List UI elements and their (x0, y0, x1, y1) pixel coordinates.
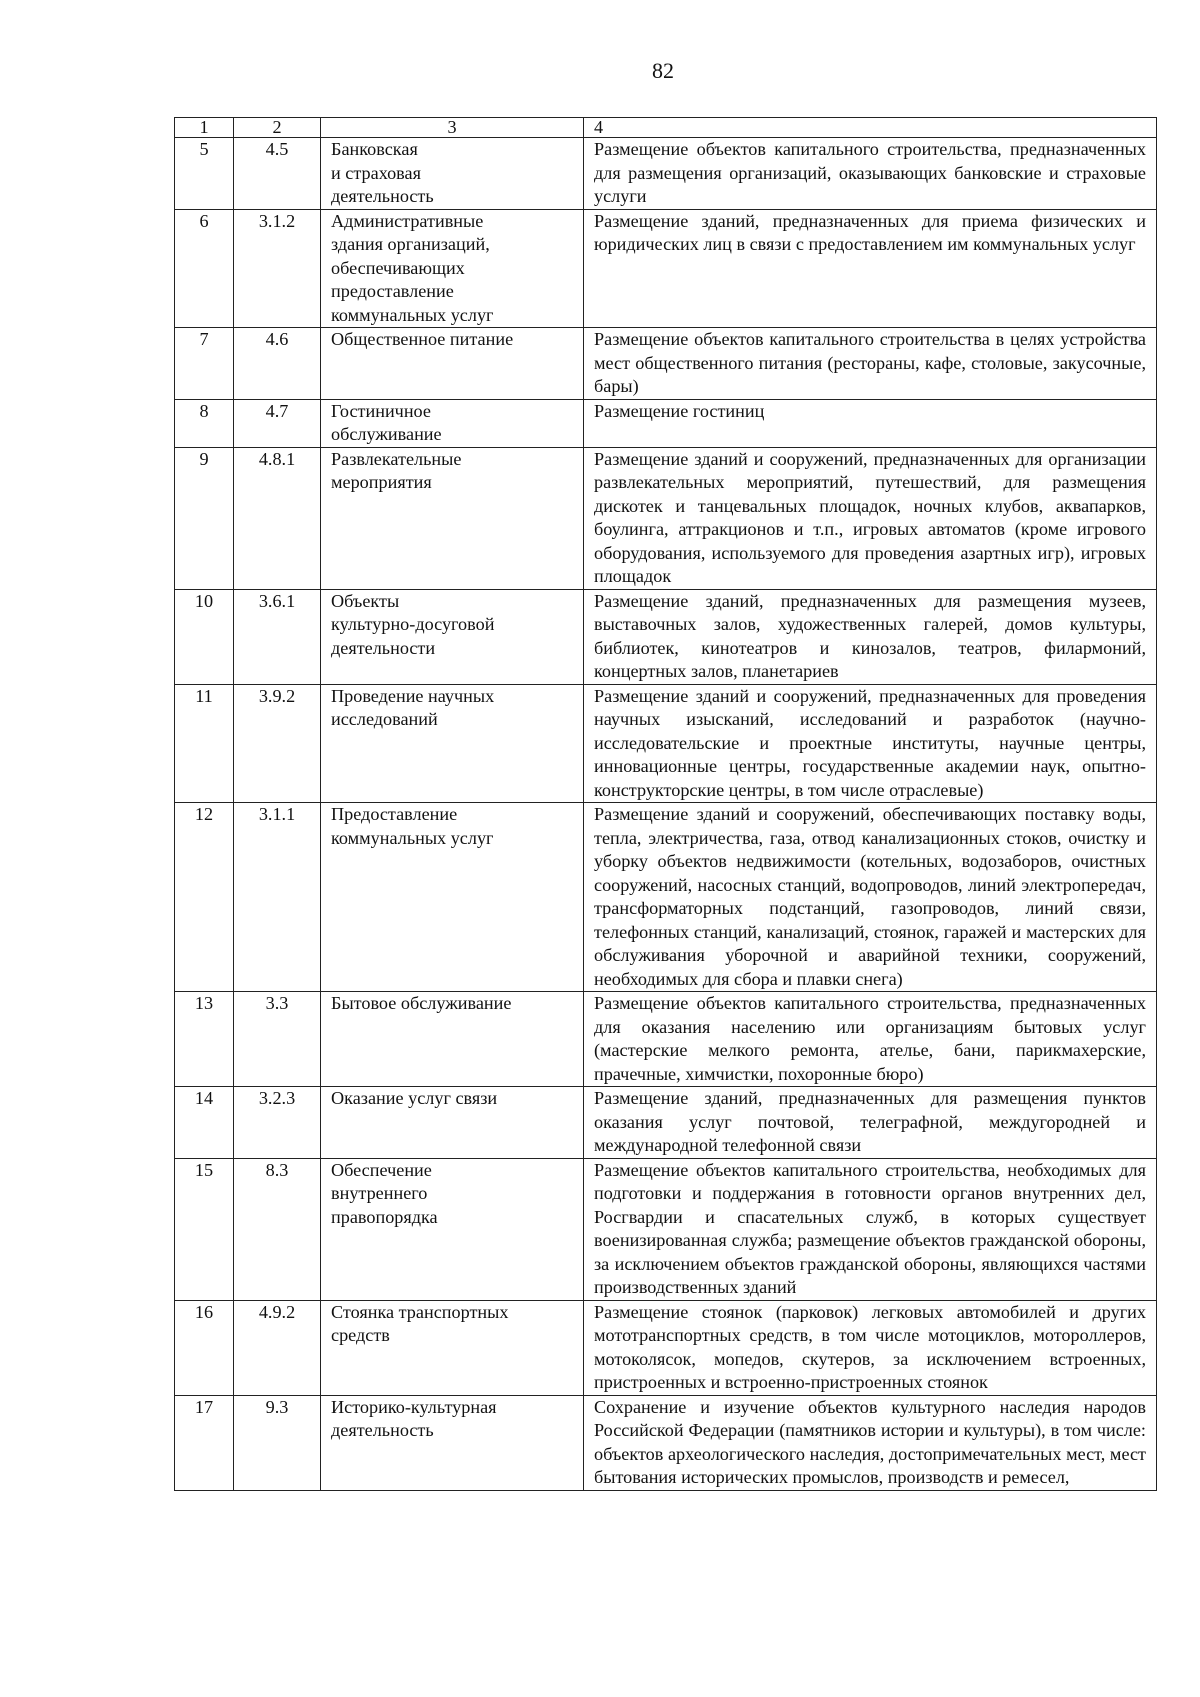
code-cell: 4.7 (234, 399, 321, 447)
row-number-cell: 12 (175, 803, 234, 992)
code-cell: 4.5 (234, 138, 321, 210)
code-cell: 3.3 (234, 992, 321, 1087)
name-cell: Предоставление коммунальных услуг (321, 803, 584, 992)
code-cell: 4.9.2 (234, 1300, 321, 1395)
row-number-cell: 17 (175, 1395, 234, 1490)
row-number-cell: 6 (175, 209, 234, 328)
description-cell: Размещение зданий и сооружений, предназначенных для организации развлекательных мероприятий, путешествий, для размещения дискотек и танцевальных площадок, ночных клубов, аквапарков, боулинга, аттракционов и т.п., игровых автоматов (кроме игрового оборудования, используемого для проведения азартных игр), игровых площадок (584, 447, 1157, 589)
description-cell: Размещение объектов капитального строительства, предназначенных для размещения организаций, оказывающих банковские и страховые услуги (584, 138, 1157, 210)
code-cell: 4.8.1 (234, 447, 321, 589)
description-cell: Размещение стоянок (парковок) легковых автомобилей и других мототранспортных средств, в том числе мотоциклов, мотороллеров, мотоколясок, мопедов, скутеров, за исключением встроенных, пристроенных и встроенно-пристроенных стоянок (584, 1300, 1157, 1395)
code-cell: 9.3 (234, 1395, 321, 1490)
table-row (175, 1087, 1157, 1159)
table-row (175, 1300, 1157, 1395)
page-number: 82 (652, 58, 674, 83)
description-cell: Размещение объектов капитального строительства, необходимых для подготовки и поддержания в готовности органов внутренних дел, Росгвардии и спасательных служб, в которых существует военизированная служба; размещение объектов гражданской обороны, за исключением объектов гражданской обороны, являющихся частями производственных зданий (584, 1158, 1157, 1300)
header-cell-3: 3 (321, 118, 584, 138)
table-row (175, 803, 1157, 992)
description-cell: Размещение зданий и сооружений, обеспечивающих поставку воды, тепла, электричества, газа, отвод канализационных стоков, очистку и уборку объектов недвижимости (котельных, водозаборов, очистных сооружений, насосных станций, водопроводов, линий электропередач, трансформаторных подстанций, газопроводов, линий связи, телефонных станций, канализаций, стоянок, гаражей и мастерских для обслуживания уборочной и аварийной техники, сооружений, необходимых для сбора и плавки снега) (584, 803, 1157, 992)
code-cell: 3.1.2 (234, 209, 321, 328)
row-number-cell: 8 (175, 399, 234, 447)
description-cell: Размещение зданий, предназначенных для размещения пунктов оказания услуг почтовой, телеграфной, междугородней и международной телефонной связи (584, 1087, 1157, 1159)
row-number-cell: 16 (175, 1300, 234, 1395)
row-number-cell: 10 (175, 589, 234, 684)
description-cell: Размещение зданий, предназначенных для приема физических и юридических лиц в связи с предоставлением им коммунальных услуг (584, 209, 1157, 328)
table-row (175, 447, 1157, 589)
description-cell: Размещение гостиниц (584, 399, 1157, 447)
description-cell: Размещение зданий и сооружений, предназначенных для проведения научных изысканий, исследований и разработок (научно-исследовательские и проектные институты, научные центры, инновационные центры, государственные академии наук, опытно-конструкторские центры, в том числе отраслевые) (584, 684, 1157, 803)
row-number-cell: 9 (175, 447, 234, 589)
name-cell: Стоянка транспортных средств (321, 1300, 584, 1395)
name-cell: Обеспечение внутреннего правопорядка (321, 1158, 584, 1300)
name-cell: Административные здания организаций, обеспечивающих предоставление коммунальных услуг (321, 209, 584, 328)
row-number-cell: 15 (175, 1158, 234, 1300)
name-cell: Банковская и страховая деятельность (321, 138, 584, 210)
code-cell: 3.9.2 (234, 684, 321, 803)
name-cell: Историко-культурная деятельность (321, 1395, 584, 1490)
description-cell: Размещение объектов капитального строительства в целях устройства мест общественного питания (рестораны, кафе, столовые, закусочные, бары) (584, 328, 1157, 400)
header-row (175, 118, 1157, 138)
table-row (175, 328, 1157, 400)
table-row (175, 589, 1157, 684)
description-cell: Размещение зданий, предназначенных для размещения музеев, выставочных залов, художественных галерей, домов культуры, библиотек, кинотеатров и кинозалов, театров, филармоний, концертных залов, планетариев (584, 589, 1157, 684)
table-row (175, 399, 1157, 447)
row-number-cell: 7 (175, 328, 234, 400)
code-cell: 3.6.1 (234, 589, 321, 684)
name-cell: Бытовое обслуживание (321, 992, 584, 1087)
name-cell: Оказание услуг связи (321, 1087, 584, 1159)
name-cell: Общественное питание (321, 328, 584, 400)
land-use-table (174, 117, 1157, 1491)
name-cell: Гостиничное обслуживание (321, 399, 584, 447)
table-row (175, 684, 1157, 803)
table-row (175, 992, 1157, 1087)
row-number-cell: 11 (175, 684, 234, 803)
table-row (175, 1158, 1157, 1300)
name-cell: Развлекательные мероприятия (321, 447, 584, 589)
row-number-cell: 5 (175, 138, 234, 210)
header-cell-4: 4 (584, 118, 1157, 138)
row-number-cell: 13 (175, 992, 234, 1087)
code-cell: 4.6 (234, 328, 321, 400)
description-cell: Сохранение и изучение объектов культурного наследия народов Российской Федерации (памятников истории и культуры), в том числе: объектов археологического наследия, достопримечательных мест, мест бытования исторических промыслов, производств и ремесел, (584, 1395, 1157, 1490)
description-cell: Размещение объектов капитального строительства, предназначенных для оказания населению или организациям бытовых услуг (мастерские мелкого ремонта, ателье, бани, парикмахерские, прачечные, химчистки, похоронные бюро) (584, 992, 1157, 1087)
name-cell: Объекты культурно-досуговой деятельности (321, 589, 584, 684)
table-row (175, 1395, 1157, 1490)
name-cell: Проведение научных исследований (321, 684, 584, 803)
code-cell: 3.1.1 (234, 803, 321, 992)
code-cell: 8.3 (234, 1158, 321, 1300)
table-row (175, 138, 1157, 210)
row-number-cell: 14 (175, 1087, 234, 1159)
header-cell-1: 1 (175, 118, 234, 138)
table-row (175, 209, 1157, 328)
header-cell-2: 2 (234, 118, 321, 138)
code-cell: 3.2.3 (234, 1087, 321, 1159)
